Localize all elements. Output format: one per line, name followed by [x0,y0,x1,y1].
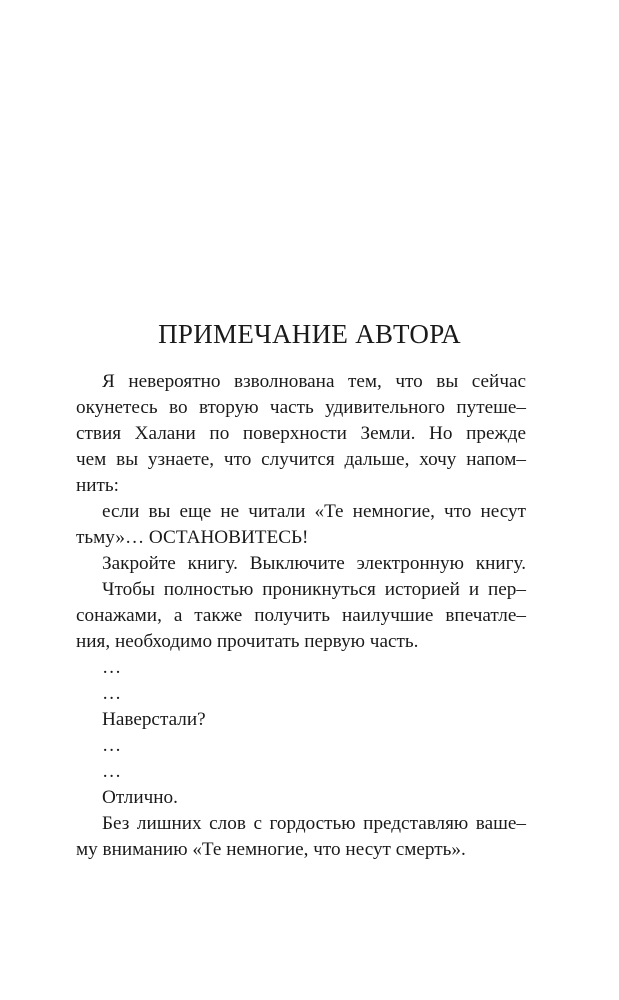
text-line: … [102,735,122,756]
text-line: Закройте книгу. Выключите электронную книгу. [102,553,526,574]
text-line: ствия Халани по поверхности Земли. Но прежде [76,423,526,444]
text-line: чем вы узнаете, что случится дальше, хочу напом– [76,449,526,470]
text-line: нить: [76,475,120,496]
text-line: Чтобы полностью проникнуться историей и пер– [102,579,526,600]
text-line: Без лишних слов с гордостью представляю ваше– [102,813,526,834]
text-line: ния, необходимо прочитать первую часть. [76,631,419,652]
text-line: сонажами, а также получить наилучшие впечатле– [76,605,526,626]
text-line: Наверстали? [102,709,206,730]
text-line: му вниманию «Те немногие, что несут смерть». [76,839,466,860]
text-line: … [102,761,122,782]
text-line: окунетесь во вторую часть удивительного путеше– [76,397,526,418]
text-line: Отлично. [102,787,178,808]
text-line: … [102,683,122,704]
text-line: … [102,657,122,678]
page-title: ПРИМЕЧАНИЕ АВТОРА [158,319,461,349]
text-line: если вы еще не читали «Те немногие, что несут [102,501,526,522]
text-line: тьму»… ОСТАНОВИТЕСЬ! [76,527,309,548]
text-line: Я невероятно взволнована тем, что вы сейчас [102,371,526,392]
